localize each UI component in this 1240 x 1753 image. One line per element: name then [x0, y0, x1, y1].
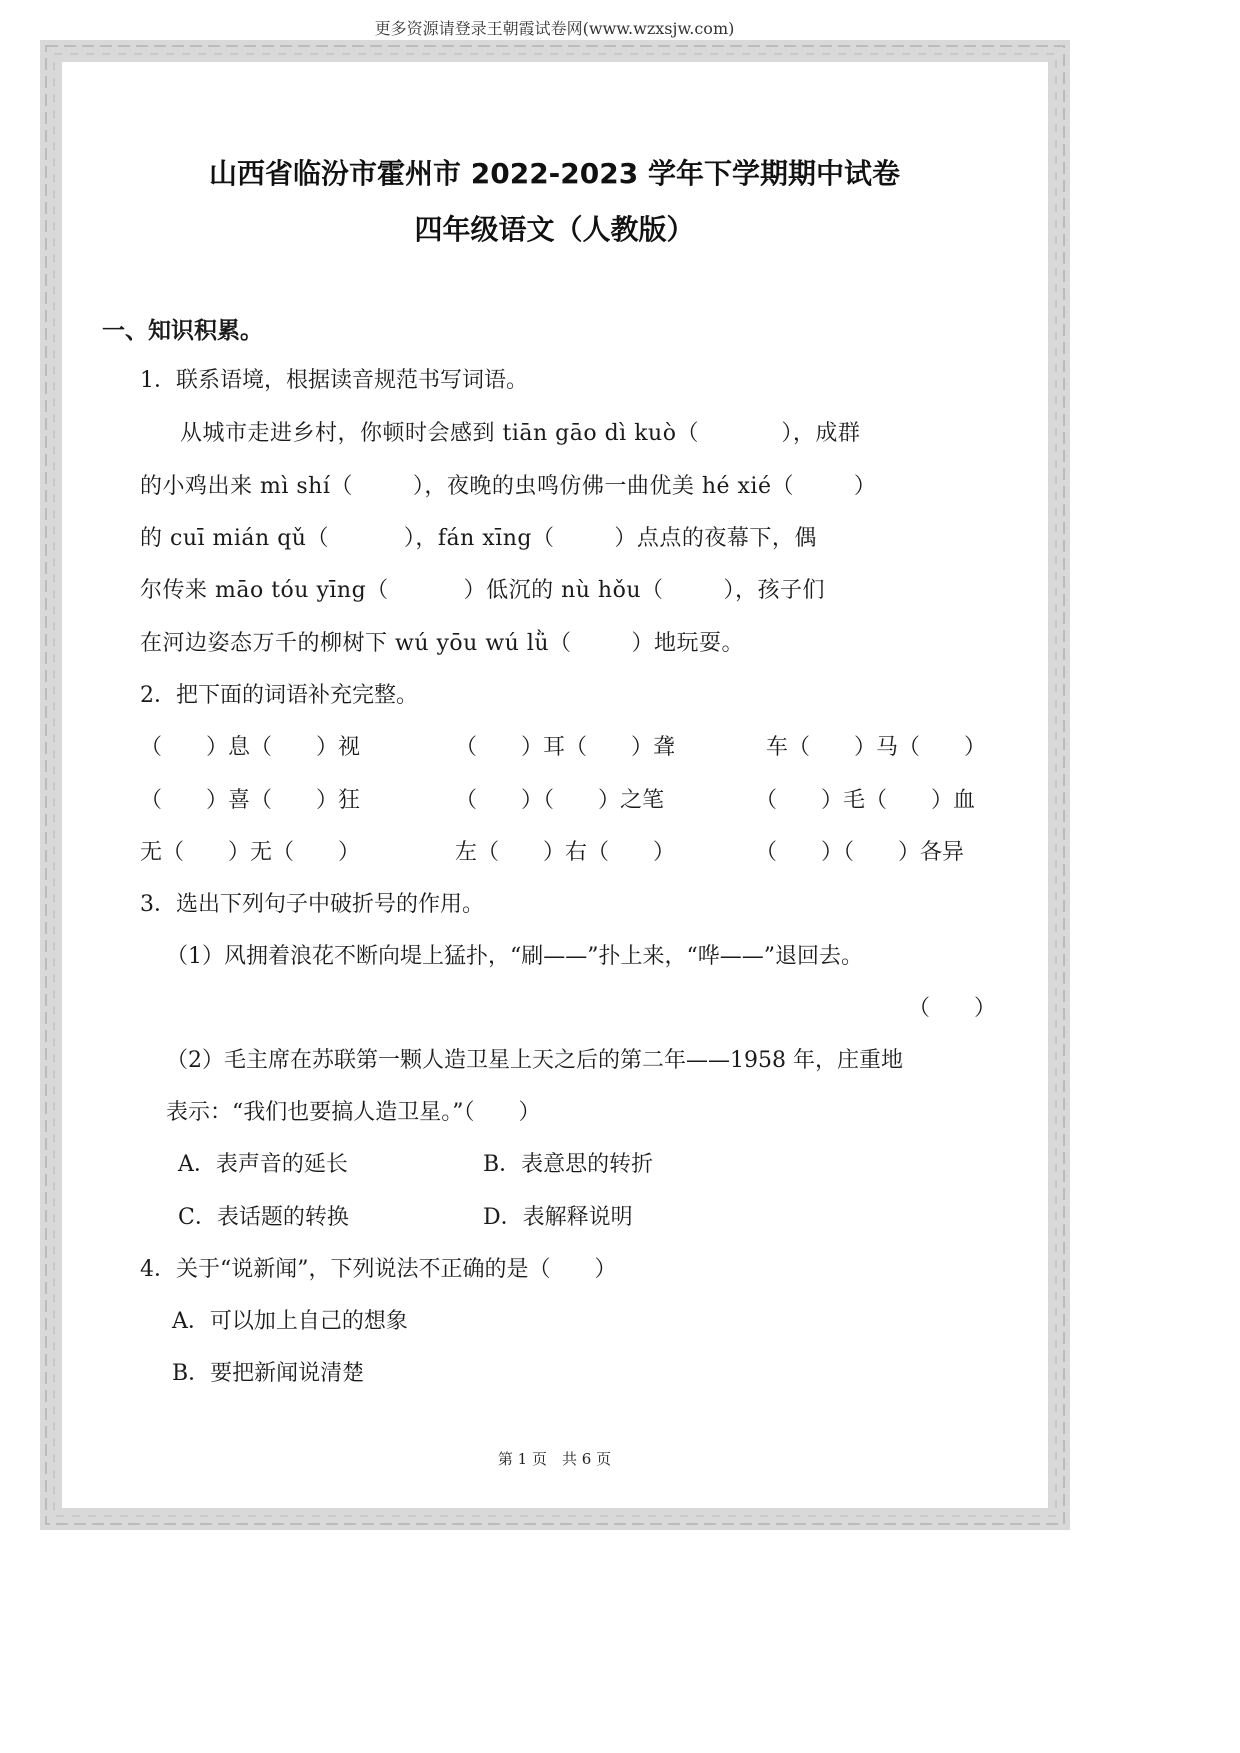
option-a: A．可以加上自己的想象 — [172, 1309, 408, 1334]
q1-passage-line: 尔传来 māo tóu yīng（ ）低沉的 nù hǒu（ ），孩子们 — [140, 578, 825, 603]
q3-sentence-2: （2）毛主席在苏联第一颗人造卫星上天之后的第二年——1958 年，庄重地 — [166, 1048, 903, 1073]
section-heading: 一、知识积累。 — [102, 318, 263, 344]
idiom-blank: （ ）毛（ ）血 — [755, 788, 976, 813]
q3-prompt: 3．选出下列句子中破折号的作用。 — [140, 892, 484, 917]
exam-subtitle: 四年级语文（人教版） — [414, 213, 695, 246]
idiom-blank: （ ）（ ）各异 — [755, 840, 965, 865]
idiom-blank: 无（ ）无（ ） — [140, 840, 361, 865]
option-d: D．表解释说明 — [483, 1205, 633, 1230]
page-content-area — [62, 62, 1048, 1508]
page-border — [40, 40, 1070, 1530]
q3-sentence-1: （1）风拥着浪花不断向堤上猛扑，“刷——”扑上来，“哗——”退回去。 — [166, 944, 863, 969]
q1-passage-line: 从城市走进乡村，你顿时会感到 tiān gāo dì kuò（ ），成群 — [180, 421, 861, 446]
site-header: 更多资源请登录王朝霞试卷网(www.wzxsjw.com) — [374, 19, 735, 38]
option-c: C．表话题的转换 — [178, 1205, 349, 1230]
q2-prompt: 2．把下面的词语补充完整。 — [140, 683, 418, 708]
q1-passage-line: 的 cuī mián qǔ（ ），fán xīng（ ）点点的夜幕下，偶 — [140, 526, 817, 551]
idiom-blank: （ ）耳（ ）聋 — [455, 735, 676, 760]
idiom-blank: 左（ ）右（ ） — [455, 840, 676, 865]
exam-title: 山西省临汾市霍州市 2022-2023 学年下学期期中试卷 — [209, 157, 900, 190]
q3-answer-blank: （ ） — [908, 996, 997, 1021]
option-a: A．表声音的延长 — [178, 1152, 348, 1177]
q4-prompt: 4．关于“说新闻”，下列说法不正确的是（ ） — [140, 1257, 617, 1282]
q1-passage-line: 的小鸡出来 mì shí（ ），夜晚的虫鸣仿佛一曲优美 hé xié（ ） — [140, 474, 877, 499]
q1-passage-line: 在河边姿态万千的柳树下 wú yōu wú lǜ（ ）地玩耍。 — [140, 631, 744, 656]
idiom-blank: 车（ ）马（ ） — [766, 735, 987, 760]
q3-sentence-2-cont: 表示：“我们也要搞人造卫星。”（ ） — [166, 1100, 541, 1125]
option-b: B．要把新闻说清楚 — [172, 1361, 365, 1386]
page-number: 第 1 页 共 6 页 — [497, 1450, 612, 1468]
idiom-blank: （ ）（ ）之笔 — [455, 788, 665, 813]
option-b: B．表意思的转折 — [483, 1152, 654, 1177]
idiom-blank: （ ）喜（ ）狂 — [140, 788, 361, 813]
idiom-blank: （ ）息（ ）视 — [140, 735, 361, 760]
q1-prompt: 1．联系语境，根据读音规范书写词语。 — [140, 368, 528, 393]
